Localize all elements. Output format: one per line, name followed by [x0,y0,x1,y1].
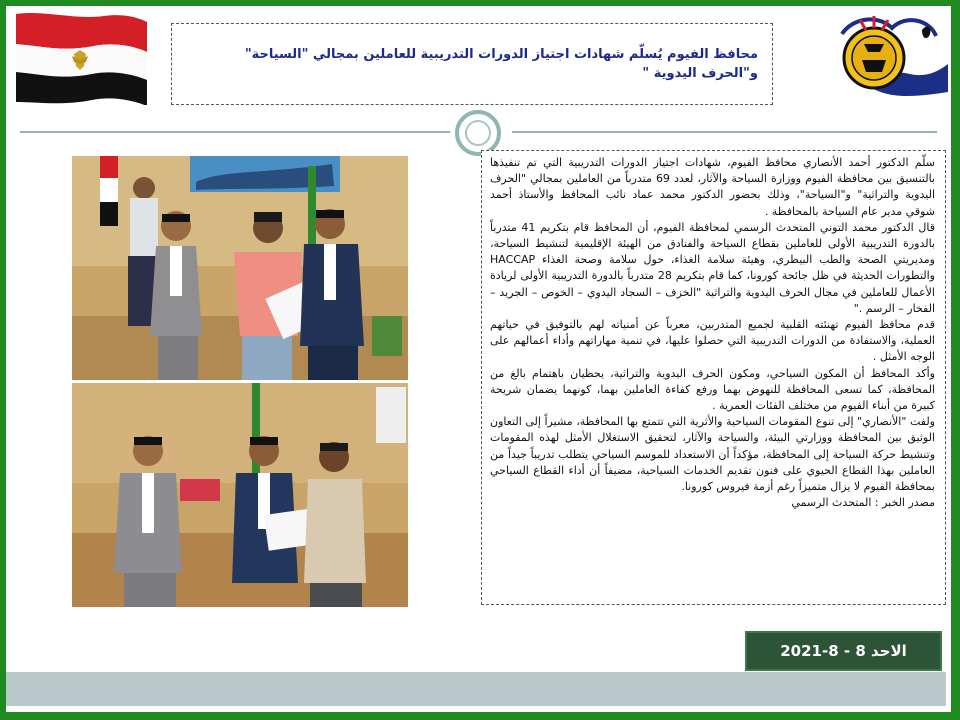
divider-left [20,131,450,133]
headline: محافظ الفيوم يُسلّم شهادات اجتياز الدورات التدريبية للعاملين بمجالي "السياحة" و"الحرف اليدوية " [244,47,758,81]
article-paragraph: ولفت "الأنصاري" إلى تنوع المقومات السياحية والأثرية التي تتمتع بها المحافظة، مشيراً إلى التعاون الوثيق بين المحافظة ووزارتي البيئة، والسياحة والآثار، لتحقيق الاستغلال الأمثل لهذه المقومات وتنشيط حركة السياحة إلى المحافظة، مؤكداً أن الاستعداد للموسم السياحي يتطلب تدريباً جيداً من العاملين بهذا القطاع الحيوي على فنون تقديم الخدمات السياحية، مضيفاً أن أداء القطاع السياحي بمحافظة الفيوم لا يزال متميزاً رغم أزمة فيروس كورونا. [490,415,935,494]
footer-band [6,672,946,706]
article-paragraph: قال الدكتور محمد التوني المتحدث الرسمي لمحافظة الفيوم، أن المحافظ قام بتكريم 41 متدرباً بالدورة التدريبية الأولى للعاملين بقطاع السياحة والفنادق من الهيئة الإقليمية لتنشيط السياحة، ومديريتي الصحة والطب البيطري، وهيئة سلامة الغذاء، حول سلامة وصحة الغذاء HACCAP والتطورات الحديثة في ظل جائحة كورونا، كما قام بتكريم 28 متدرباً بالدورة التدريبية الأولى لريادة الأعمال للعاملين في مجال الحرف اليدوية والتراثية "الخزف – السجاد اليدوي – الخوص – الجريد – الفخار – الرسم ." [490,220,935,315]
fayoum-governorate-logo [832,10,950,100]
photo-certificate-ceremony-2 [72,383,408,607]
news-source: مصدر الخبر : المتحدث الرسمي [791,496,935,510]
divider-right [512,131,937,133]
headline-box [171,23,773,105]
photo-certificate-ceremony-1 [72,156,408,380]
egypt-flag-icon [14,10,149,105]
date-badge [745,631,942,671]
article-paragraph: سلّم الدكتور أحمد الأنصاري محافظ الفيوم، شهادات اجتياز الدورات التدريبية التي تم تنفيذها بالتنسيق بين محافظة الفيوم ووزارة السياحة والآثار، لعدد 69 متدرباً من العاملين بمجالي "الحرف اليدوية والتراثية" و"السياحة"، وذلك بحضور الدكتور محمد عماد نائب المحافظ والأستاذ أحمد شوقي مدير عام السياحة بالمحافظة . [490,156,935,218]
article-paragraph: قدم محافظ الفيوم تهنئته القلبية لجميع المتدربين، معرباً عن أمنياته لهم بالتوفيق في حياتهم العملية، والاستفادة من الدورات التدريبية التي حصلوا عليها، في تنمية مهاراتهم وأداء أعمالهم على الوجه الأمثل . [490,318,935,364]
article-paragraph: وأكد المحافظ أن المكون السياحي، ومكون الحرف اليدوية والتراثية، يحظيان باهتمام بالغ من المحافظة، كما تسعى المحافظة للنهوض بهما ورفع كفاءة العاملين بهما، كونهما يضمان شريحة كبيرة من أبناء الفيوم من مختلف الفئات العمرية . [490,366,935,413]
date-text: الاحد 8 - 8-2021 [780,642,907,660]
article-box [481,150,946,605]
